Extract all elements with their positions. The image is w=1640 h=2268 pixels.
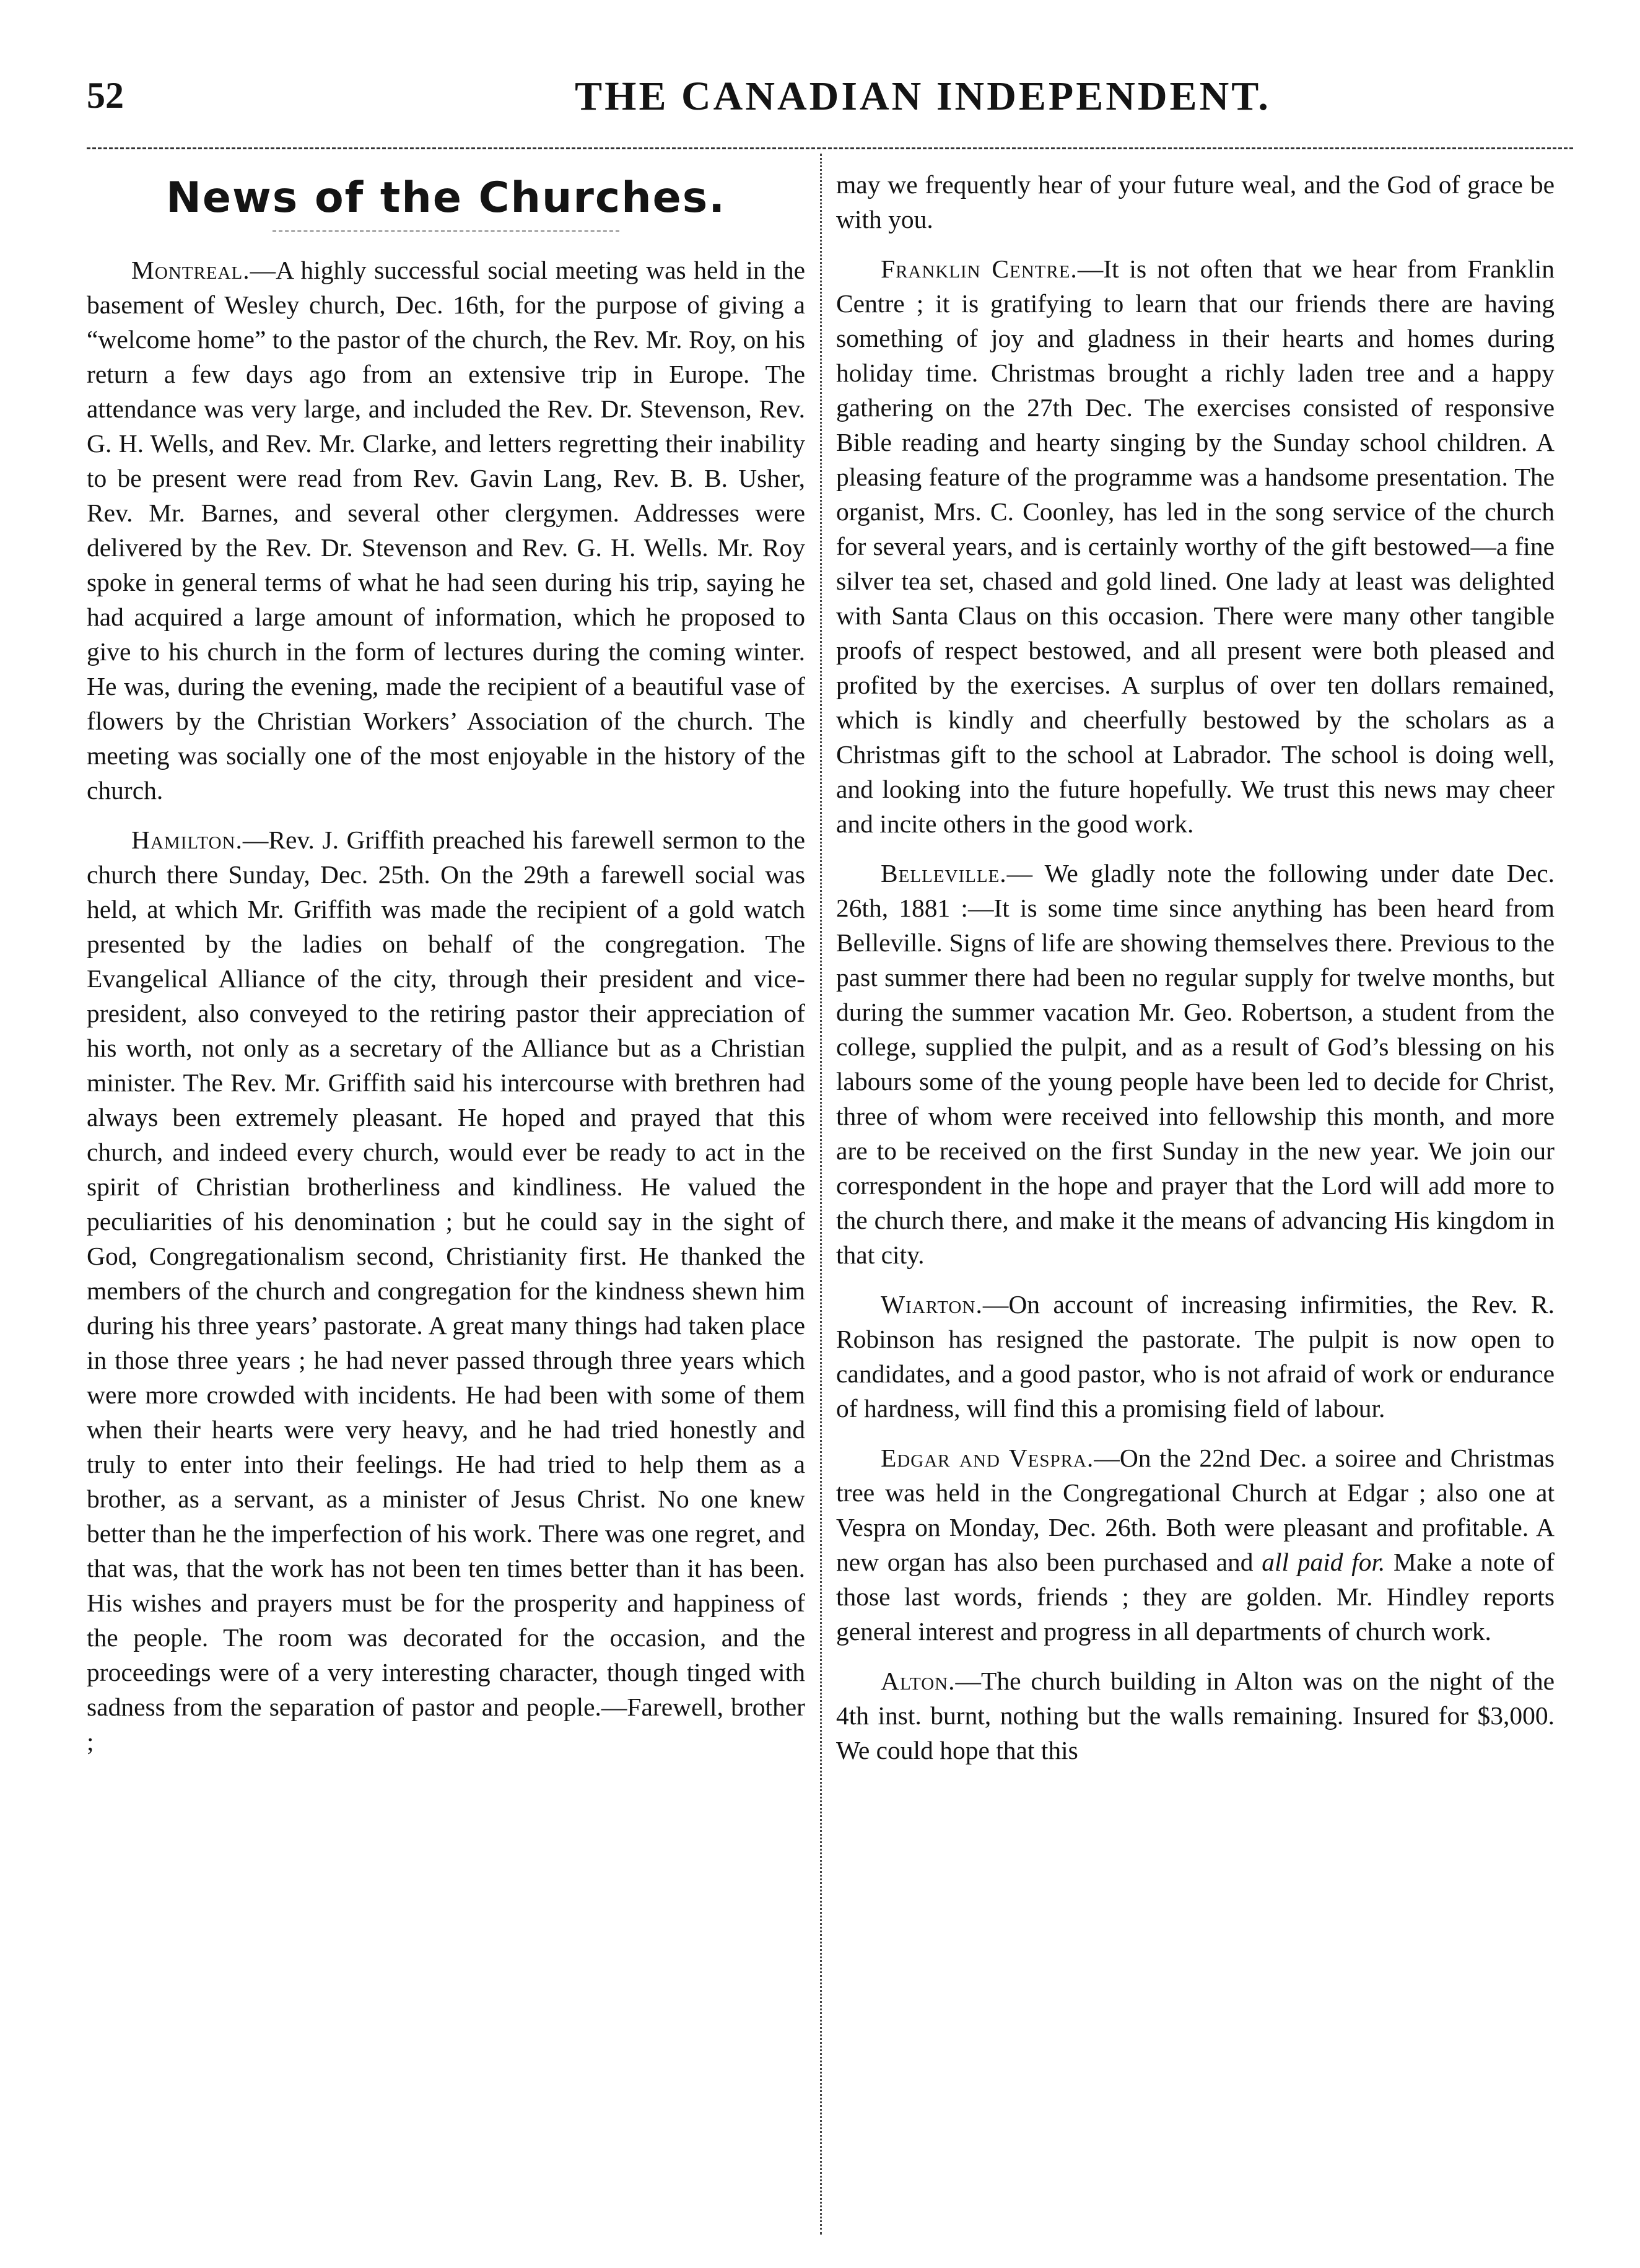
article-wiarton [836,1287,1555,1426]
article-body: —On the 22nd Dec. a soiree and Christmas tree was held in the Congregational Church at Edgar ; also one at Vespra on Monday, Dec. 26th. Both were pleasant and profitable. A new organ has also been purchased and [836,1444,1555,1576]
article-body: —A highly successful social meeting was held in the basement of Wesley church, Dec. 16th, for the purpose of giving a “welcome home” to the pastor of the church, the Rev. Mr. Roy, on his return a few days ago from an extensive trip in Europe. The attendance was very large, and included the Rev. Dr. Stevenson, Rev. G. H. Wells, and Rev. Mr. Clarke, and letters regretting their inability to be present were read from Rev. Gavin Lang, Rev. B. B. Usher, Rev. Mr. Barnes, and several other clergymen. Addresses were delivered by the Rev. Dr. Stevenson and Rev. G. H. Wells. Mr. Roy spoke in general terms of what he had seen during his trip, saying he had acquired a large amount of information, which he proposed to give to his church in the form of lectures during the coming winter. He was, during the evening, made the recipient of a beautiful vase of flowers by the Christian Workers’ Association of the church. The meeting was socially one of the most enjoyable in the history of the church. [87,256,805,805]
left-column [87,167,805,1774]
article-place: Franklin Centre. [881,255,1078,283]
article-edgar-and-vespra [836,1441,1555,1649]
article-body: — We gladly note the following under date Dec. 26th, 1881 :—It is some time since anything has been heard from Belleville. Signs of life are showing themselves there. Previous to the past summer there had been no regular supply for twelve months, but during the summer vacation Mr. Geo. Robertson, a student from the college, supplied the pulpit, and as a result of God’s blessing on his labours some of the young people have been led to decide for Christ, three of whom were received into fellowship this month, and more are to be received on the first Sunday in the new year. We join our correspondent in the hope and prayer that the Lord will add more to the church there, and make it the means of advancing His kingdom in that city. [836,859,1555,1269]
article-body: —The church building in Alton was on the night of the 4th inst. burnt, nothing but the walls remaining. Insured for $3,000. We could hope that this [836,1667,1555,1764]
article-place: Hamilton. [131,826,243,854]
article-alton [836,1664,1555,1768]
section-title: News of the Churches. [165,173,726,222]
article-franklin-centre [836,251,1555,841]
column-divider [820,154,822,2235]
article-belleville [836,856,1555,1272]
article-place: Montreal. [131,256,250,284]
article-hamilton [87,822,805,1759]
page-number: 52 [87,75,124,116]
article-place: Alton. [881,1667,956,1695]
article-body: —On account of increasing infirmities, the Rev. R. Robinson has resigned the pastorate. The pulpit is now open to candidates, and a good pastor, who is not afraid of work or endurance of hardness, will find this a promising field of labour. [836,1290,1555,1423]
header-rule [87,147,1573,149]
article-emphasis: all paid for. [1262,1548,1385,1576]
article-body: —It is not often that we hear from Franklin Centre ; it is gratifying to learn that our friends there are having something of joy and gladness in their hearts and homes during holiday time. Christmas brought a richly laden tree and a happy gathering on the 27th Dec. The exercises consisted of responsive Bible reading and hearty singing by the Sunday school children. A pleasing feature of the programme was a handsome presentation. The organist, Mrs. C. Coonley, has led in the song service of the church for several years, and is certainly worthy of the gift bestowed—a fine silver tea set, chased and gold lined. One lady at least was delighted with Santa Claus on this occasion. There were many other tangible proofs of respect bestowed, and all present were both pleased and profited by the exercises. A surplus of over ten dollars remained, which is kindly and cheerfully bestowed by the scholars as a Christmas gift to the school at Labrador. The school is doing well, and looking into the future hopefully. We trust this news may cheer and incite others in the good work. [836,255,1555,838]
article-place: Edgar and Vespra. [881,1444,1094,1472]
right-column [836,167,1555,1782]
article-place: Wiarton. [881,1290,983,1319]
article-place: Belleville. [881,859,1007,888]
publication-title: THE CANADIAN INDEPENDENT. [575,74,1271,119]
article-body-end: Make a note of those last words, friends ; they are golden. Mr. Hindley reports general interest and progress in all departments of church work. [836,1548,1555,1646]
title-rule [273,230,619,232]
article-montreal [87,253,805,808]
article-hamilton-continued: may we frequently hear of your future weal, and the God of grace be with you. [836,170,1555,233]
article-body: —Rev. J. Griffith preached his farewell sermon to the church there Sunday, Dec. 25th. On the 29th a farewell social was held, at which Mr. Griffith was made the recipient of a gold watch presented by the ladies on behalf of the congregation. The Evangelical Alliance of the city, through their president and vice-president, also conveyed to the retiring pastor their appreciation of his worth, not only as a secretary of the Alliance but as a Christian minister. The Rev. Mr. Griffith said his intercourse with brethren had always been extremely pleasant. He hoped and prayed that this church, and indeed every church, would ever be ready to act in the spirit of Christian brotherliness and kindliness. He valued the peculiarities of his denomination ; but he could say in the sight of God, Congregationalism second, Christianity first. He thanked the members of the church and congregation for the kindness shewn him during his three years’ pastorate. A great many things had taken place in those three years ; he had never passed through three years which were more crowded with incidents. He had been with some of them when their hearts were very heavy, and he had tried honestly and truly to enter into their feelings. He had tried to help them as a brother, as a servant, as a minister of Jesus Christ. No one knew better than he the imperfection of his work. There was one regret, and that was, that the work has not been ten times better than it has been. His wishes and prayers must be for the prosperity and happiness of the people. The room was decorated for the occasion, and the proceedings were of a very interesting character, though tinged with sadness from the separation of pastor and people.—Farewell, brother ; [87,826,805,1756]
